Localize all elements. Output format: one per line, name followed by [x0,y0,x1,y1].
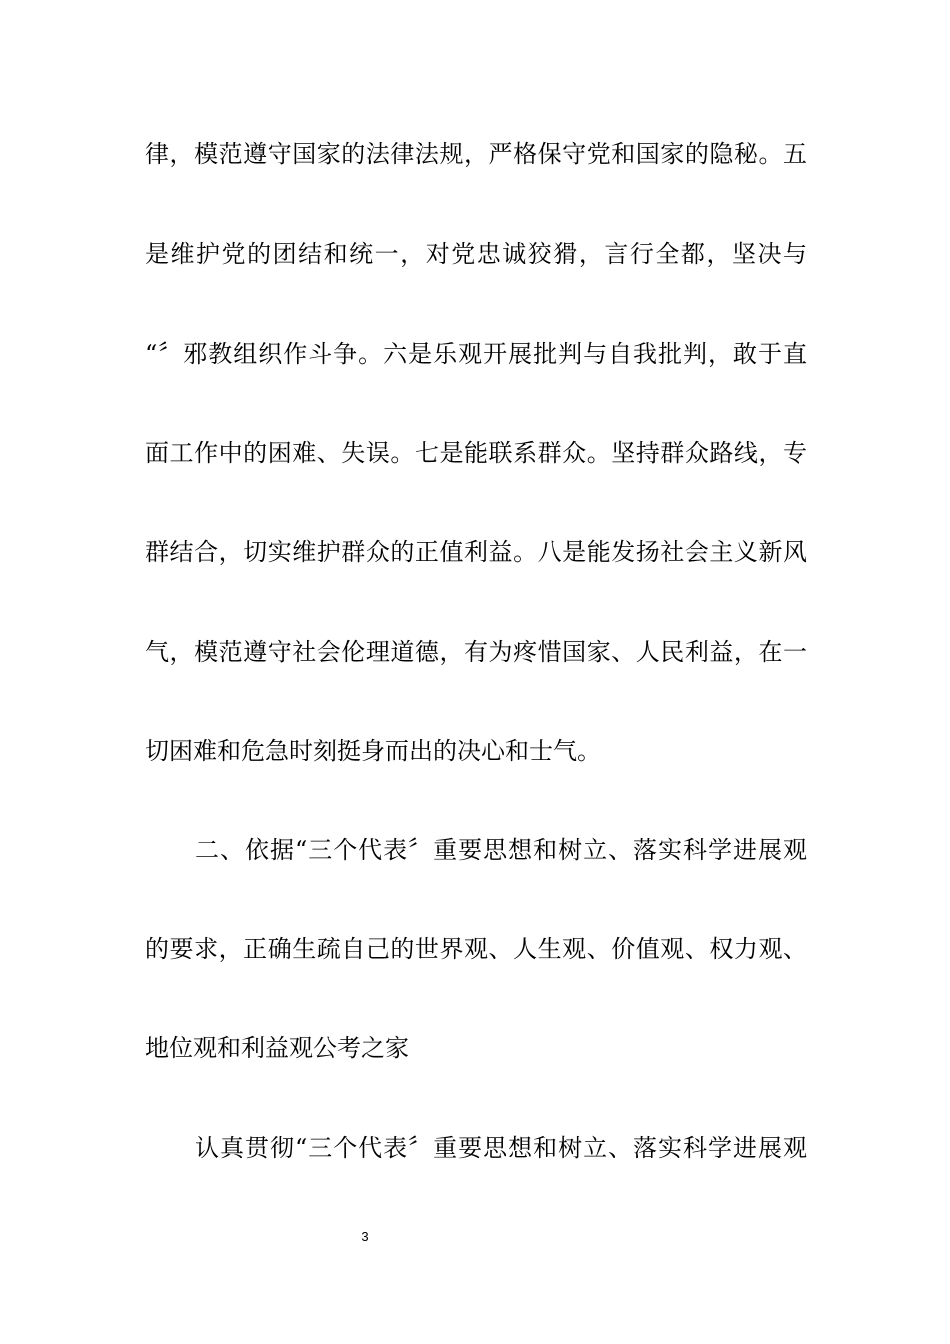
body-line: “〞邪教组织作斗争。六是乐观开展批判与自我批判，敢于直 [145,340,807,368]
section-heading-line: 的要求，正确生疏自己的世界观、人生观、价值观、权力观、 [145,935,807,963]
body-line: 面工作中的困难、失误。七是能联系群众。坚持群众路线，专 [145,439,807,467]
body-line: 律，模范遵守国家的法律法规，严格保守党和国家的隐秘。五 [145,140,807,168]
section-heading-line: 地位观和利益观公考之家 [145,1034,409,1062]
page-number: 3 [361,1229,369,1244]
body-line: 气，模范遵守社会伦理道德，有为疼惜国家、人民利益，在一 [145,638,807,666]
body-line: 群结合，切实维护群众的正值利益。八是能发扬社会主义新风 [145,538,807,566]
body-line: 是维护党的团结和统一，对党忠诚狡猾，言行全都，坚决与 [145,240,807,268]
body-line: 认真贯彻“三个代表〞重要思想和树立、落实科学进展观 [195,1134,807,1162]
body-line: 切困难和危急时刻挺身而出的决心和士气。 [145,737,601,765]
section-heading-line: 二、依据“三个代表〞重要思想和树立、落实科学进展观 [195,836,807,864]
